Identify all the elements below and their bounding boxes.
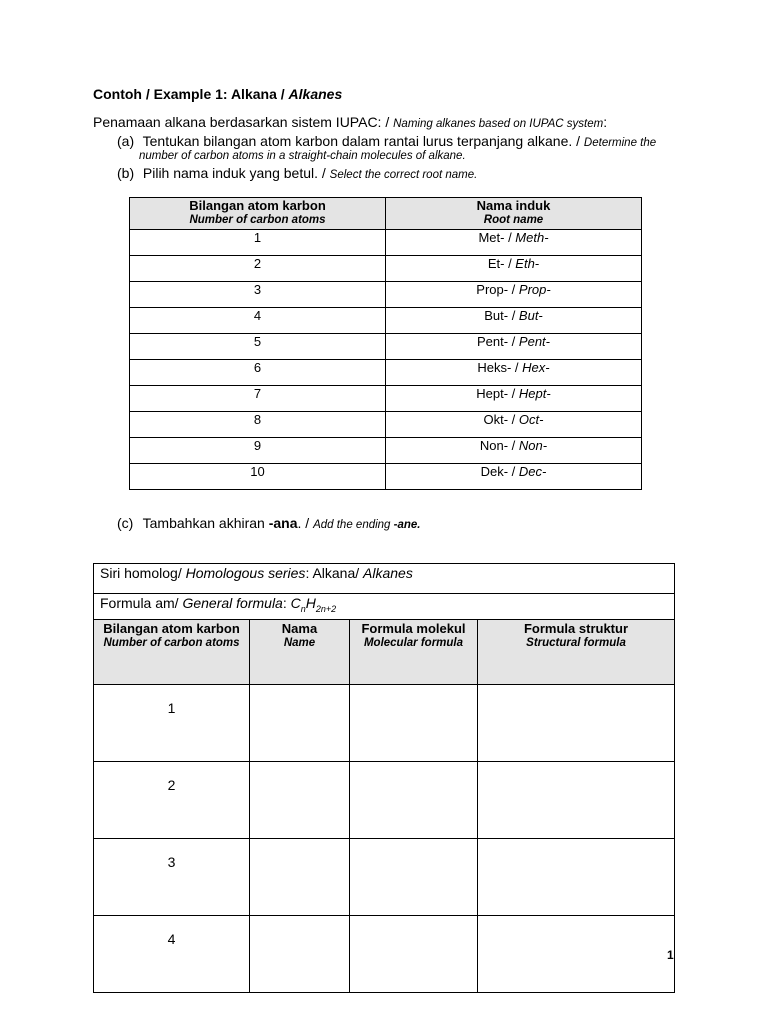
- header-carbon-atoms-sub: Number of carbon atoms: [103, 637, 240, 649]
- header-root-name-main: Nama induk: [476, 198, 551, 213]
- formula-n: n: [300, 603, 306, 614]
- root-name-malay: Non- /: [479, 438, 519, 453]
- header-carbon-atoms-main: Bilangan atom karbon: [103, 621, 240, 636]
- root-name-cell: [386, 438, 642, 464]
- header-structural-formula: [478, 620, 675, 685]
- root-name-english: Eth-: [515, 256, 540, 271]
- root-name-cell: [386, 360, 642, 386]
- root-name-english: Prop-: [518, 282, 551, 297]
- carbon-count-cell: 8: [130, 412, 386, 438]
- root-name-malay: Pent- /: [477, 334, 519, 349]
- series-cell: [94, 564, 675, 594]
- series-data-row: [94, 762, 675, 839]
- root-name-english: Oct-: [518, 412, 544, 427]
- root-name-english: Non-: [518, 438, 548, 453]
- root-name-malay: Okt- /: [483, 412, 519, 427]
- formula-cell: [94, 594, 675, 620]
- step-c-label: (c): [117, 515, 134, 531]
- series-value: : Alkana/: [305, 565, 364, 581]
- root-name-cell: [386, 386, 642, 412]
- header-structural-formula-main: Formula struktur: [523, 621, 628, 636]
- name-answer-cell[interactable]: [250, 685, 350, 762]
- root-table-header-row: [130, 198, 642, 230]
- step-c: [117, 515, 421, 531]
- step-a-label: (a): [117, 133, 135, 149]
- step-b-text: Pilih nama induk yang betul. /: [142, 165, 330, 181]
- series-label-en: Homologous series: [185, 565, 306, 581]
- header-carbon-count: [130, 198, 386, 230]
- molecular-formula-answer-cell[interactable]: [350, 839, 478, 916]
- root-name-malay: Hept- /: [476, 386, 519, 401]
- header-name: [250, 620, 350, 685]
- series-carbon-count: 3: [94, 839, 250, 916]
- series-carbon-count: 1: [94, 685, 250, 762]
- series-label: Siri homolog/: [100, 565, 186, 581]
- header-structural-formula-sub: Structural formula: [526, 637, 626, 649]
- root-name-table: [129, 197, 642, 490]
- root-name-cell: [386, 334, 642, 360]
- root-name-malay: Et- /: [487, 256, 516, 271]
- root-table-row: [130, 230, 642, 256]
- step-c-english: Add the ending: [313, 519, 394, 531]
- root-table-row: [130, 308, 642, 334]
- root-name-malay: Met- /: [478, 230, 516, 245]
- root-name-cell: [386, 256, 642, 282]
- step-a: [117, 133, 656, 149]
- name-answer-cell[interactable]: [250, 762, 350, 839]
- structural-formula-answer-cell[interactable]: [478, 762, 675, 839]
- header-root-name-sub: Root name: [483, 214, 544, 226]
- step-c-bold: -ana: [268, 515, 298, 531]
- header-carbon-count-main: Bilangan atom karbon: [189, 198, 326, 213]
- series-value-en: Alkanes: [363, 565, 413, 581]
- formula-c: C: [290, 595, 301, 611]
- series-carbon-count: 2: [94, 762, 250, 839]
- carbon-count-cell: 10: [130, 464, 386, 490]
- step-a-english-1: Determine the: [583, 137, 657, 149]
- formula-sub: 2n+2: [315, 603, 337, 614]
- root-table-row: [130, 386, 642, 412]
- step-c-text: Tambahkan akhiran: [142, 515, 269, 531]
- carbon-count-cell: 9: [130, 438, 386, 464]
- formula-label: Formula am/: [100, 595, 183, 611]
- root-name-english: Dec-: [518, 464, 547, 479]
- root-name-cell: [386, 464, 642, 490]
- carbon-count-cell: 4: [130, 308, 386, 334]
- root-name-malay: Heks- /: [477, 360, 523, 375]
- root-name-english: Pent-: [518, 334, 550, 349]
- intro-suffix: :: [603, 114, 608, 130]
- header-molecular-formula-main: Formula molekul: [361, 621, 466, 636]
- step-a-english-2: number of carbon atoms in a straight-chain molecules of alkane.: [139, 150, 466, 162]
- series-data-row: [94, 916, 675, 993]
- series-header-row: [94, 620, 675, 685]
- header-molecular-formula-sub: Molecular formula: [363, 637, 464, 649]
- molecular-formula-answer-cell[interactable]: [350, 762, 478, 839]
- header-carbon-atoms: [94, 620, 250, 685]
- carbon-count-cell: 1: [130, 230, 386, 256]
- root-table-row: [130, 282, 642, 308]
- root-name-english: Meth-: [515, 230, 549, 245]
- intro-text: Penamaan alkana berdasarkan sistem IUPAC: /: [93, 114, 394, 130]
- root-name-cell: [386, 230, 642, 256]
- root-name-malay: Prop- /: [476, 282, 519, 297]
- formula-label-en: General formula: [182, 595, 283, 611]
- header-root-name: [386, 198, 642, 230]
- root-name-malay: But- /: [484, 308, 519, 323]
- root-name-english: Hex-: [522, 360, 550, 375]
- name-answer-cell[interactable]: [250, 916, 350, 993]
- root-name-malay: Dek- /: [480, 464, 519, 479]
- header-name-sub: Name: [283, 637, 316, 649]
- root-name-cell: [386, 308, 642, 334]
- formula-h: H: [305, 595, 316, 611]
- name-answer-cell[interactable]: [250, 839, 350, 916]
- step-b: [117, 165, 477, 181]
- step-a-text: Tentukan bilangan atom karbon dalam rantai lurus terpanjang alkane. /: [142, 133, 584, 149]
- structural-formula-answer-cell[interactable]: [478, 839, 675, 916]
- root-name-english: But-: [518, 308, 543, 323]
- header-name-main: Nama: [281, 621, 318, 636]
- intro-english: Naming alkanes based on IUPAC system: [393, 118, 604, 130]
- step-b-english: Select the correct root name.: [329, 169, 478, 181]
- formula-colon: :: [282, 595, 291, 611]
- root-name-cell: [386, 282, 642, 308]
- series-data-row: [94, 839, 675, 916]
- formula-row: [94, 594, 675, 620]
- root-table-row: [130, 334, 642, 360]
- series-row: [94, 564, 675, 594]
- root-table-row: [130, 256, 642, 282]
- intro-line: [93, 114, 607, 130]
- molecular-formula-answer-cell[interactable]: [350, 916, 478, 993]
- root-name-english: Hept-: [518, 386, 551, 401]
- step-c-english-bold: -ane.: [393, 519, 421, 531]
- carbon-count-cell: 2: [130, 256, 386, 282]
- homologous-series-table: [93, 563, 675, 993]
- step-c-mid: . /: [297, 515, 314, 531]
- series-carbon-count: 4: [94, 916, 250, 993]
- series-data-row: [94, 685, 675, 762]
- page-number: 1: [667, 948, 674, 962]
- header-carbon-count-sub: Number of carbon atoms: [189, 214, 326, 226]
- header-molecular-formula: [350, 620, 478, 685]
- carbon-count-cell: 7: [130, 386, 386, 412]
- root-table-row: [130, 360, 642, 386]
- root-table-row: [130, 412, 642, 438]
- structural-formula-answer-cell[interactable]: [478, 685, 675, 762]
- carbon-count-cell: 5: [130, 334, 386, 360]
- root-name-cell: [386, 412, 642, 438]
- molecular-formula-answer-cell[interactable]: [350, 685, 478, 762]
- root-table-row: [130, 438, 642, 464]
- carbon-count-cell: 3: [130, 282, 386, 308]
- structural-formula-answer-cell[interactable]: [478, 916, 675, 993]
- root-table-row: [130, 464, 642, 490]
- example-title-text: Contoh / Example 1: Alkana /: [93, 86, 289, 102]
- example-title-italic: Alkanes: [288, 86, 343, 102]
- carbon-count-cell: 6: [130, 360, 386, 386]
- example-title: [93, 86, 342, 102]
- step-b-label: (b): [117, 165, 135, 181]
